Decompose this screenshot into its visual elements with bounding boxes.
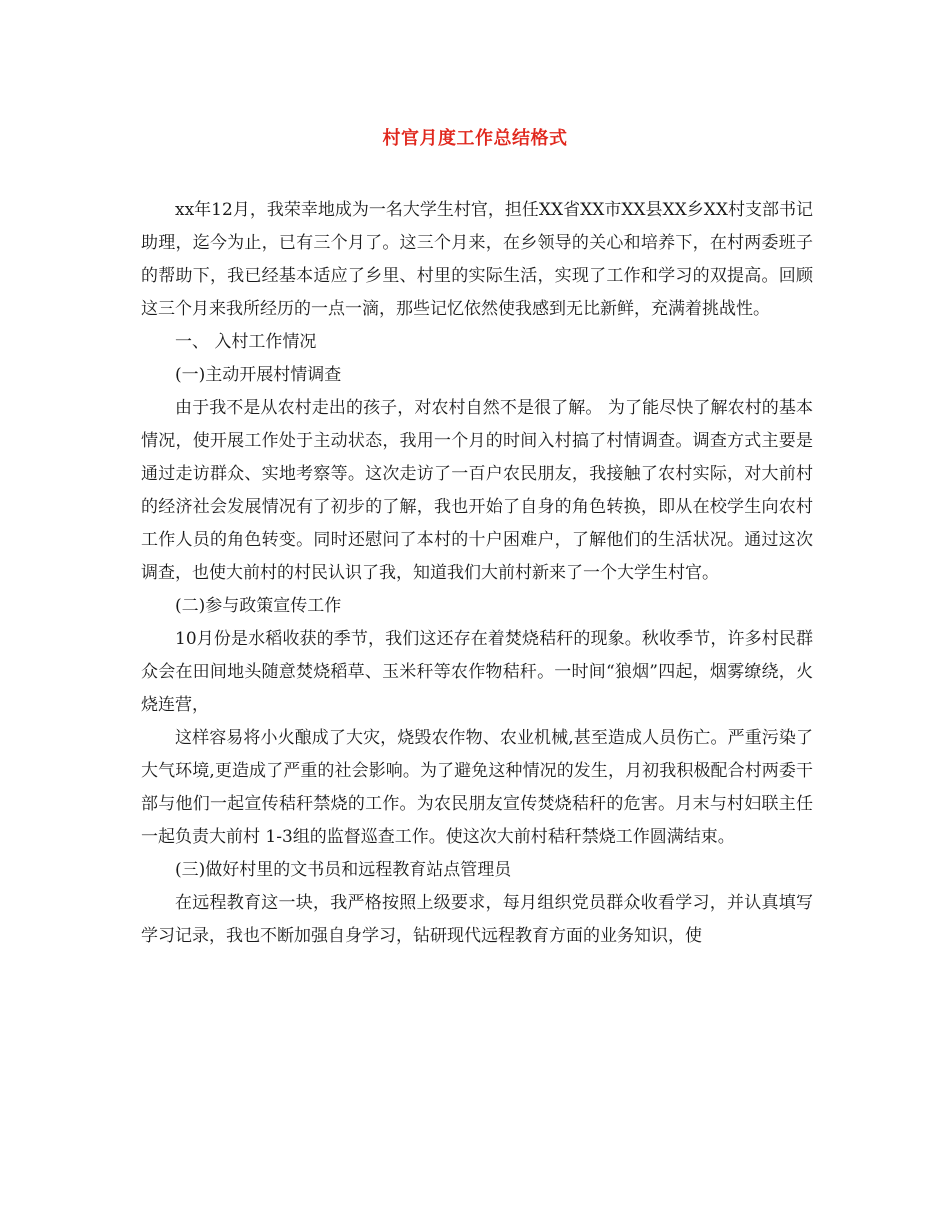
document-title: 村官月度工作总结格式 — [382, 128, 568, 149]
paragraph-intro: xx年12月，我荣幸地成为一名大学生村官，担任XX省XX市XX县XX乡XX村支部书记助理，迄今为止，已有三个月了。这三个月来，在乡领导的关心和培养下，在村两委班子的帮助下，我已经基本适应了乡里、村里的实际生活，实现了工作和学习的双提高。回顾这三个月来我所经历的一点一滴，那些记忆依然使我感到无比新鲜，充满着挑战性。 — [141, 200, 813, 319]
subsection-heading-3: (三)做好村里的文书员和远程教育站点管理员 — [175, 860, 512, 880]
paragraph-survey: 由于我不是从农村走出的孩子，对农村自然不是很了解。 为了能尽快了解农村的基本情况，使开展工作处于主动状态，我用一个月的时间入村搞了村情调查。调查方式主要是通过走访群众、实地考察等。这次走访了一百户农民朋友，我接触了农村实际，对大前村的经济社会发展情况有了初步的了解，我也开始了自身的角色转换，即从在校学生向农村工作人员的角色转变。同时还慰问了本村的十户困难户，了解他们的生活状况。通过这次调查，也使大前村的村民认识了我，知道我们大前村新来了一个大学生村官。 — [141, 398, 813, 583]
document-body — [141, 194, 813, 953]
subsection-heading-1: (一)主动开展村情调查 — [175, 365, 342, 385]
section-heading-1: 一、 入村工作情况 — [175, 332, 317, 352]
paragraph-harvest: 10月份是水稻收获的季节，我们这还存在着焚烧秸秆的现象。秋收季节，许多村民群众会在田间地头随意焚烧稻草、玉米秆等农作物秸秆。一时间“狼烟”四起，烟雾缭绕，火烧连营， — [141, 629, 813, 715]
paragraph-remote-education: 在远程教育这一块，我严格按照上级要求，每月组织党员群众收看学习，并认真填写学习记录，我也不断加强自身学习，钻研现代远程教育方面的业务知识，使 — [141, 893, 813, 946]
subsection-heading-2: (二)参与政策宣传工作 — [175, 596, 342, 616]
paragraph-burning: 这样容易将小火酿成了大灾，烧毁农作物、农业机械,甚至造成人员伤亡。严重污染了大气环境,更造成了严重的社会影响。为了避免这种情况的发生，月初我积极配合村两委干部与他们一起宣传秸秆禁烧的工作。为农民朋友宣传焚烧秸秆的危害。月末与村妇联主任一起负责大前村 1-3组的监督巡查工作。使这次大前村秸秆禁烧工作圆满结束。 — [141, 728, 813, 847]
